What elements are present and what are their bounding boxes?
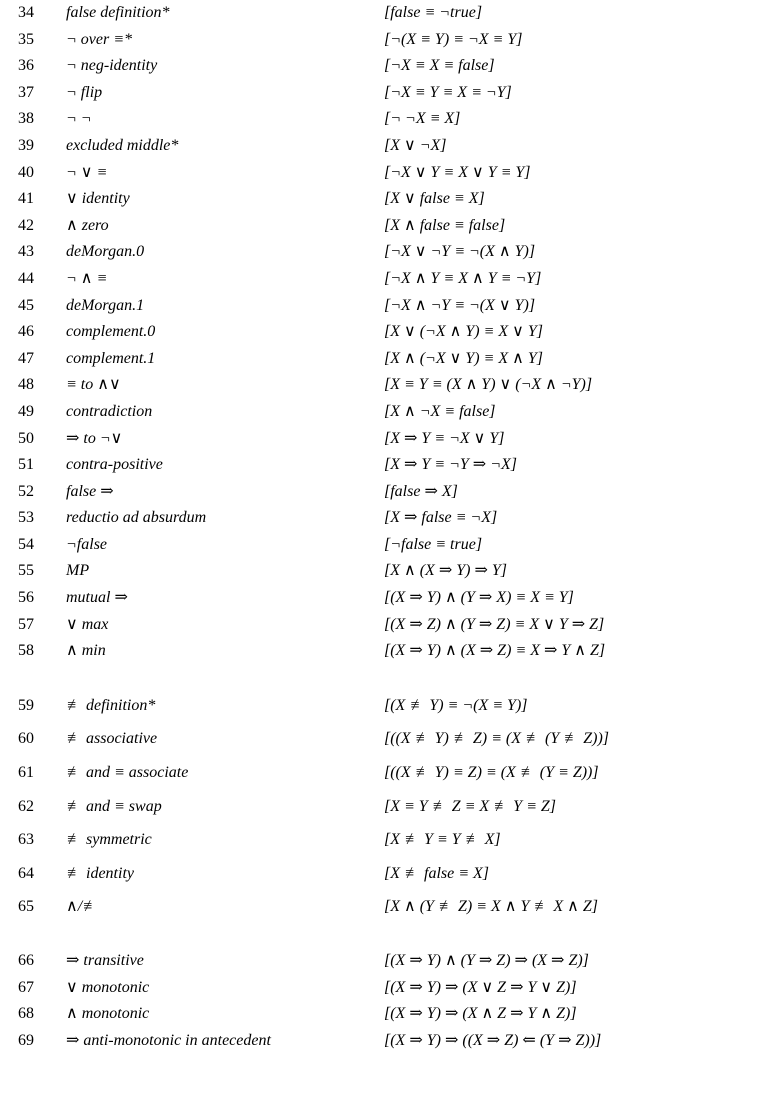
law-name: ¬ ∨ ≡ bbox=[66, 163, 108, 181]
law-number: 46 bbox=[18, 323, 34, 341]
law-formula: [X ≢ Y ≡ Y ≢ X] bbox=[384, 831, 501, 849]
law-formula: [(X ⇒ Y) ∧ (X ⇒ Z) ≡ X ⇒ Y ∧ Z] bbox=[384, 642, 606, 660]
law-number: 51 bbox=[18, 456, 34, 474]
law-name: reductio ad absurdum bbox=[66, 509, 207, 527]
law-number: 66 bbox=[18, 952, 34, 969]
law-row bbox=[0, 346, 782, 373]
law-name: ⇒ anti-monotonic in antecedent bbox=[66, 1031, 271, 1049]
law-group-implication bbox=[0, 948, 782, 1054]
law-formula: [X ∨ false ≡ X] bbox=[384, 190, 485, 208]
law-formula: [X ∧ (Y ≢ Z) ≡ X ∧ Y ≢ X ∧ Z] bbox=[384, 898, 598, 916]
law-row bbox=[0, 532, 782, 559]
law-name: ≢ definition* bbox=[66, 696, 156, 714]
law-number: 53 bbox=[18, 509, 34, 527]
law-row bbox=[0, 479, 782, 506]
law-formula: [¬X ∨ Y ≡ X ∨ Y ≡ Y] bbox=[384, 163, 531, 181]
law-row bbox=[0, 1001, 782, 1028]
law-row bbox=[0, 266, 782, 293]
law-row bbox=[0, 27, 782, 54]
law-formula: [X ∧ false ≡ false] bbox=[384, 216, 506, 234]
law-number: 65 bbox=[18, 898, 34, 916]
law-formula: [¬X ∧ ¬Y ≡ ¬(X ∨ Y)] bbox=[384, 296, 536, 314]
law-number: 37 bbox=[18, 83, 34, 101]
law-name: contradiction bbox=[66, 402, 153, 420]
law-name: false definition* bbox=[66, 4, 170, 21]
law-formula: [X ≡ Y ≢ Z ≡ X ≢ Y ≡ Z] bbox=[384, 797, 556, 815]
law-number: 39 bbox=[18, 136, 34, 154]
law-name: deMorgan.0 bbox=[66, 243, 145, 261]
law-row bbox=[0, 948, 782, 975]
law-row bbox=[0, 612, 782, 639]
law-name: false ⇒ bbox=[66, 482, 114, 500]
law-row bbox=[0, 80, 782, 107]
law-number: 38 bbox=[18, 110, 34, 128]
law-number: 58 bbox=[18, 642, 34, 660]
law-row bbox=[0, 975, 782, 1002]
law-name: ≢ associative bbox=[66, 730, 158, 748]
law-name: complement.1 bbox=[66, 349, 156, 367]
law-group-xor bbox=[0, 689, 782, 924]
law-number: 61 bbox=[18, 764, 34, 782]
law-formula: [(X ⇒ Y) ∧ (Y ⇒ X) ≡ X ≡ Y] bbox=[384, 589, 574, 607]
law-row bbox=[0, 452, 782, 479]
law-formula: [(X ⇒ Y) ⇒ (X ∨ Z ⇒ Y ∨ Z)] bbox=[384, 978, 577, 996]
law-number: 60 bbox=[18, 730, 34, 748]
law-formula: [X ∧ ¬X ≡ false] bbox=[384, 402, 496, 420]
law-name: contra-positive bbox=[66, 456, 163, 474]
law-name: ≢ and ≡ swap bbox=[66, 797, 162, 815]
law-row bbox=[0, 133, 782, 160]
law-row bbox=[0, 426, 782, 453]
law-row bbox=[0, 239, 782, 266]
law-name: ∧ min bbox=[66, 642, 106, 660]
law-number: 41 bbox=[18, 190, 34, 208]
law-formula: [false ≡ ¬true] bbox=[384, 4, 483, 21]
law-name: ∧/≢ bbox=[66, 898, 99, 916]
law-row bbox=[0, 585, 782, 612]
law-number: 35 bbox=[18, 30, 34, 48]
law-formula: [((X ≢ Y) ≢ Z) ≡ (X ≢ (Y ≢ Z))] bbox=[384, 730, 610, 748]
law-formula: [(X ≢ Y) ≡ ¬(X ≡ Y)] bbox=[384, 696, 528, 714]
law-name: complement.0 bbox=[66, 323, 156, 341]
law-number: 52 bbox=[18, 482, 34, 500]
law-number: 44 bbox=[18, 269, 34, 287]
law-number: 69 bbox=[18, 1031, 34, 1049]
group-spacer bbox=[0, 924, 782, 948]
group-spacer bbox=[0, 665, 782, 689]
law-row bbox=[0, 186, 782, 213]
law-row bbox=[0, 638, 782, 665]
law-row bbox=[0, 689, 782, 723]
law-name: deMorgan.1 bbox=[66, 296, 145, 314]
law-name: ∨ monotonic bbox=[66, 978, 150, 996]
law-number: 40 bbox=[18, 163, 34, 181]
law-name: ¬false bbox=[66, 535, 108, 553]
law-row bbox=[0, 213, 782, 240]
law-name: mutual ⇒ bbox=[66, 589, 128, 607]
law-formula: [X ⇒ Y ≡ ¬Y ⇒ ¬X] bbox=[384, 456, 517, 474]
law-row bbox=[0, 823, 782, 857]
law-number: 43 bbox=[18, 243, 34, 261]
law-row bbox=[0, 558, 782, 585]
law-row bbox=[0, 890, 782, 924]
law-name: ∧ zero bbox=[66, 216, 109, 234]
law-formula: [X ∧ (X ⇒ Y) ⇒ Y] bbox=[384, 562, 507, 580]
law-name: ¬ over ≡* bbox=[66, 30, 133, 48]
law-row bbox=[0, 0, 782, 27]
law-name: ≢ symmetric bbox=[66, 831, 152, 849]
law-name: ¬ ∧ ≡ bbox=[66, 269, 108, 287]
law-formula: [false ⇒ X] bbox=[384, 482, 458, 500]
law-name: ≡ to ∧∨ bbox=[66, 376, 121, 394]
law-number: 55 bbox=[18, 562, 34, 580]
law-row bbox=[0, 293, 782, 320]
law-formula: [¬X ∧ Y ≡ X ∧ Y ≡ ¬Y] bbox=[384, 269, 542, 287]
law-name: ⇒ to ¬∨ bbox=[66, 429, 123, 447]
law-number: 48 bbox=[18, 376, 34, 394]
law-number: 64 bbox=[18, 864, 34, 882]
law-formula: [X ∨ (¬X ∧ Y) ≡ X ∨ Y] bbox=[384, 323, 543, 341]
law-number: 36 bbox=[18, 57, 34, 75]
law-row bbox=[0, 1028, 782, 1055]
law-name: MP bbox=[66, 562, 90, 580]
law-formula: [X ∨ ¬X] bbox=[384, 136, 447, 154]
law-number: 67 bbox=[18, 978, 34, 996]
law-row bbox=[0, 372, 782, 399]
law-name: ⇒ transitive bbox=[66, 952, 144, 969]
law-number: 54 bbox=[18, 535, 34, 553]
law-row bbox=[0, 106, 782, 133]
law-name: ≢ identity bbox=[66, 864, 134, 882]
law-number: 62 bbox=[18, 797, 34, 815]
law-formula: [X ≢ false ≡ X] bbox=[384, 864, 490, 882]
law-row bbox=[0, 399, 782, 426]
law-formula: [¬ ¬X ≡ X] bbox=[384, 110, 461, 128]
law-row bbox=[0, 160, 782, 187]
law-formula: [X ⇒ Y ≡ ¬X ∨ Y] bbox=[384, 429, 505, 447]
law-number: 50 bbox=[18, 429, 34, 447]
law-row bbox=[0, 756, 782, 790]
law-number: 68 bbox=[18, 1005, 34, 1023]
law-formula: [((X ≢ Y) ≡ Z) ≡ (X ≢ (Y ≡ Z))] bbox=[384, 764, 599, 782]
law-formula: [¬(X ≡ Y) ≡ ¬X ≡ Y] bbox=[384, 30, 523, 48]
law-row bbox=[0, 790, 782, 824]
law-formula: [X ∧ (¬X ∨ Y) ≡ X ∧ Y] bbox=[384, 349, 543, 367]
law-number: 42 bbox=[18, 216, 34, 234]
law-name: ¬ ¬ bbox=[66, 110, 92, 128]
law-number: 49 bbox=[18, 402, 34, 420]
law-name: ∧ monotonic bbox=[66, 1005, 150, 1023]
law-number: 47 bbox=[18, 349, 34, 367]
law-formula: [¬X ∨ ¬Y ≡ ¬(X ∧ Y)] bbox=[384, 243, 536, 261]
law-number: 57 bbox=[18, 615, 34, 633]
law-formula: [X ≡ Y ≡ (X ∧ Y) ∨ (¬X ∧ ¬Y)] bbox=[384, 376, 593, 394]
law-formula: [X ⇒ false ≡ ¬X] bbox=[384, 509, 498, 527]
law-number: 59 bbox=[18, 696, 34, 714]
law-formula: [¬X ≡ X ≡ false] bbox=[384, 57, 495, 75]
law-number: 56 bbox=[18, 589, 34, 607]
law-formula: [(X ⇒ Y) ∧ (Y ⇒ Z) ⇒ (X ⇒ Z)] bbox=[384, 952, 589, 969]
law-name: ∨ max bbox=[66, 615, 109, 633]
law-formula: [(X ⇒ Z) ∧ (Y ⇒ Z) ≡ X ∨ Y ⇒ Z] bbox=[384, 615, 605, 633]
law-row bbox=[0, 319, 782, 346]
law-formula: [¬false ≡ true] bbox=[384, 535, 483, 553]
law-row bbox=[0, 857, 782, 891]
law-formula: [¬X ≡ Y ≡ X ≡ ¬Y] bbox=[384, 83, 512, 101]
law-name: excluded middle* bbox=[66, 136, 179, 154]
law-number: 34 bbox=[18, 4, 34, 21]
law-row bbox=[0, 53, 782, 80]
law-name: ¬ neg-identity bbox=[66, 57, 158, 75]
law-name: ¬ flip bbox=[66, 83, 103, 101]
law-formula: [(X ⇒ Y) ⇒ (X ∧ Z ⇒ Y ∧ Z)] bbox=[384, 1005, 577, 1023]
law-formula: [(X ⇒ Y) ⇒ ((X ⇒ Z) ⇐ (Y ⇒ Z))] bbox=[384, 1031, 602, 1049]
law-name: ∨ identity bbox=[66, 190, 130, 208]
law-number: 45 bbox=[18, 296, 34, 314]
law-number: 63 bbox=[18, 831, 34, 849]
law-row bbox=[0, 722, 782, 756]
law-name: ≢ and ≡ associate bbox=[66, 764, 189, 782]
law-row bbox=[0, 505, 782, 532]
